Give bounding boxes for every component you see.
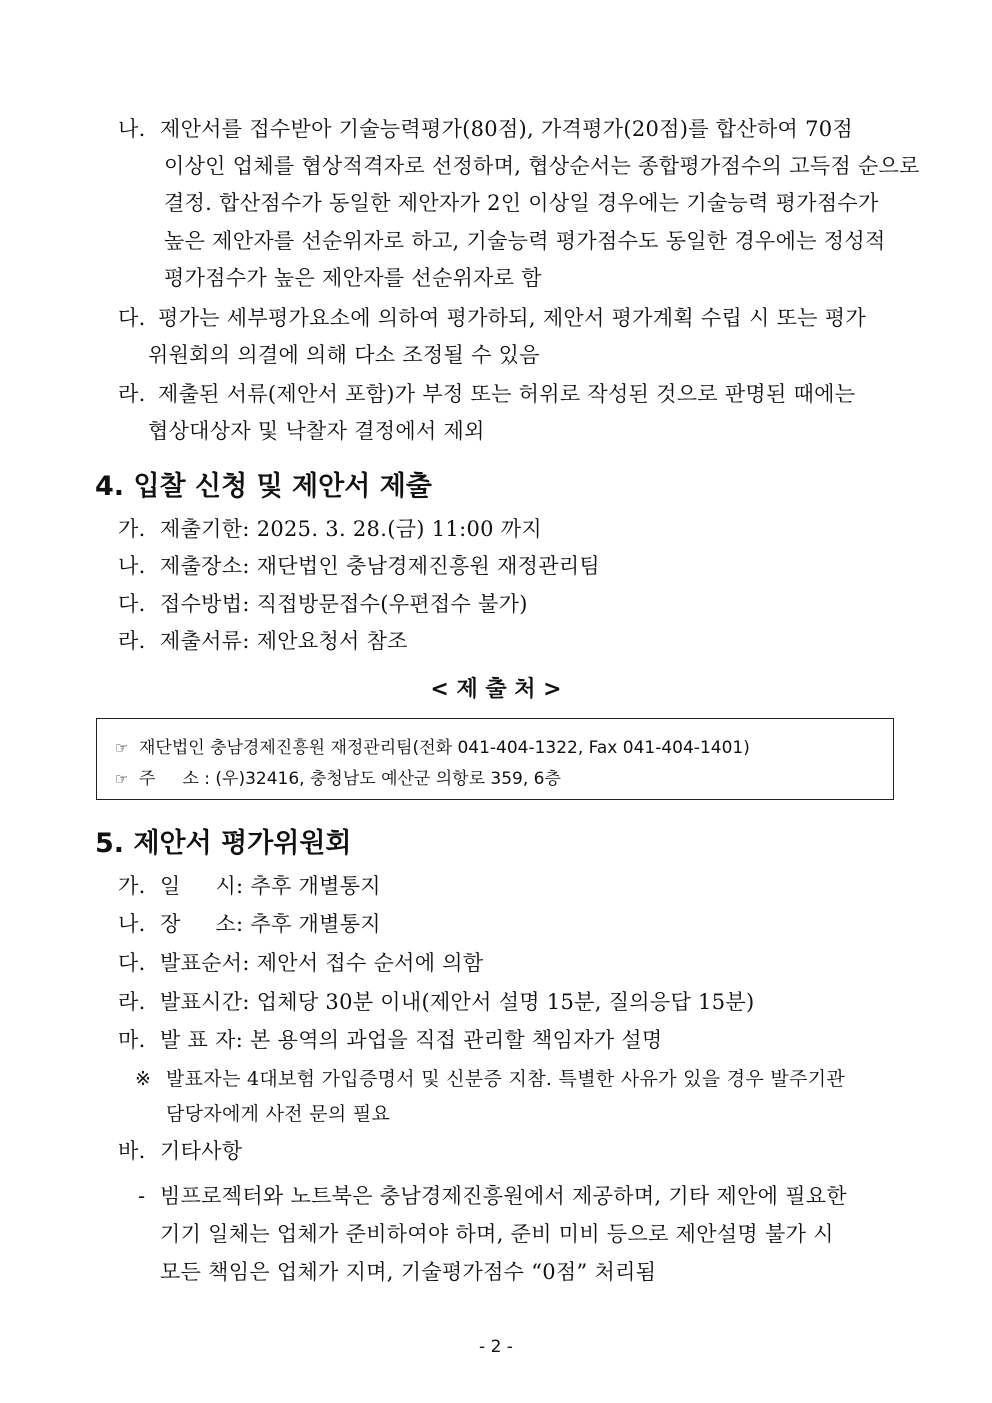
item-text: 일 시: 추후 개별통지 xyxy=(160,874,381,898)
dash-mark: - xyxy=(138,1184,146,1208)
list-item xyxy=(118,909,381,939)
item-text: 접수방법: 직접방문접수(우편접수 불가) xyxy=(160,592,528,616)
section-heading: 4. 입찰 신청 및 제안서 제출 xyxy=(95,471,432,502)
item-label: 바. xyxy=(118,1139,146,1163)
note-line: 담당자에게 사전 문의 필요 xyxy=(166,1103,391,1125)
item-label: 마. xyxy=(118,1028,146,1052)
list-item xyxy=(118,514,542,544)
paragraph-line: 빔프로젝터와 노트북은 충남경제진흥원에서 제공하며, 기타 제안에 필요한 xyxy=(160,1184,847,1208)
item-label: 가. xyxy=(118,517,146,541)
pointing-hand-icon: ☞ xyxy=(115,739,129,757)
item-text: 장 소: 추후 개별통지 xyxy=(160,912,381,936)
paragraph-line: 이상인 업체를 협상적격자로 선정하며, 협상순서는 종합평가점수의 고득점 순으로 xyxy=(164,154,920,178)
submission-info-box xyxy=(96,718,894,800)
pointing-hand-icon: ☞ xyxy=(115,770,129,788)
item-label: 다. xyxy=(118,306,146,330)
item-text: 제출기한: 2025. 3. 28.(금) 11:00 까지 xyxy=(160,517,542,541)
list-item xyxy=(118,871,381,901)
paragraph-line: 평가점수가 높은 제안자를 선순위자로 함 xyxy=(164,266,542,290)
paragraph-line: 모든 책임은 업체가 지며, 기술평가점수 “0점” 처리됨 xyxy=(160,1260,657,1284)
item-label: 가. xyxy=(118,874,146,898)
item-text: 기타사항 xyxy=(160,1139,243,1163)
item-label: 라. xyxy=(118,382,146,406)
section-heading: 5. 제안서 평가위원회 xyxy=(95,828,352,859)
item-label: 다. xyxy=(118,592,146,616)
item-label: 라. xyxy=(118,629,146,653)
submission-info-line xyxy=(115,768,561,790)
paragraph-line: 평가는 세부평가요소에 의하여 평가하되, 제안서 평가계획 수립 시 또는 평가 xyxy=(158,306,866,330)
item-text: 제출서류: 제안요청서 참조 xyxy=(160,629,408,653)
list-item xyxy=(118,589,528,619)
item-label: 다. xyxy=(118,951,146,975)
submission-box-title: < 제 출 처 > xyxy=(430,677,562,702)
item-text: 발 표 자: 본 용역의 과업을 직접 관리할 책임자가 설명 xyxy=(160,1028,663,1052)
list-item xyxy=(118,948,483,978)
paragraph-line: 제출된 서류(제안서 포함)가 부정 또는 허위로 작성된 것으로 판명된 때에는 xyxy=(158,382,856,406)
paragraph-line: 결정. 합산점수가 동일한 제안자가 2인 이상일 경우에는 기술능력 평가점수가 xyxy=(164,191,879,215)
item-label: 라. xyxy=(118,990,146,1014)
list-item xyxy=(118,987,754,1017)
paragraph-line: 위원회의 의결에 의해 다소 조정될 수 있음 xyxy=(148,343,540,367)
list-item xyxy=(118,551,600,581)
item-text: 발표순서: 제안서 접수 순서에 의함 xyxy=(160,951,484,975)
note-mark: ※ xyxy=(135,1068,152,1090)
list-item xyxy=(118,1025,662,1055)
note-line: 발표자는 4대보험 가입증명서 및 신분증 지참. 특별한 사유가 있을 경우 발주기관 xyxy=(166,1068,846,1090)
list-item xyxy=(118,1136,242,1166)
item-label: 나. xyxy=(118,912,146,936)
submission-info-line xyxy=(115,737,750,759)
item-text: 발표시간: 업체당 30분 이내(제안서 설명 15분, 질의응답 15분) xyxy=(160,990,755,1014)
submission-address-text: 주 소 : (우)32416, 충청남도 예산군 의항로 359, 6층 xyxy=(139,769,561,789)
paragraph-line: 높은 제안자를 선순위자로 하고, 기술능력 평가점수도 동일한 경우에는 정성적 xyxy=(164,229,886,253)
item-text: 제출장소: 재단법인 충남경제진흥원 재정관리팀 xyxy=(160,554,601,578)
paragraph-line: 제안서를 접수받아 기술능력평가(80점), 가격평가(20점)를 합산하여 70점 xyxy=(160,117,854,141)
page-number: - 2 - xyxy=(479,1337,513,1357)
item-label: 나. xyxy=(118,117,146,141)
paragraph-line: 기기 일체는 업체가 준비하여야 하며, 준비 미비 등으로 제안설명 불가 시 xyxy=(160,1222,834,1246)
submission-contact-text: 재단법인 충남경제진흥원 재정관리팀(전화 041-404-1322, Fax 041-404-1401) xyxy=(139,738,750,758)
item-label: 나. xyxy=(118,554,146,578)
list-item xyxy=(118,626,408,656)
paragraph-line: 협상대상자 및 낙찰자 결정에서 제외 xyxy=(148,419,485,443)
